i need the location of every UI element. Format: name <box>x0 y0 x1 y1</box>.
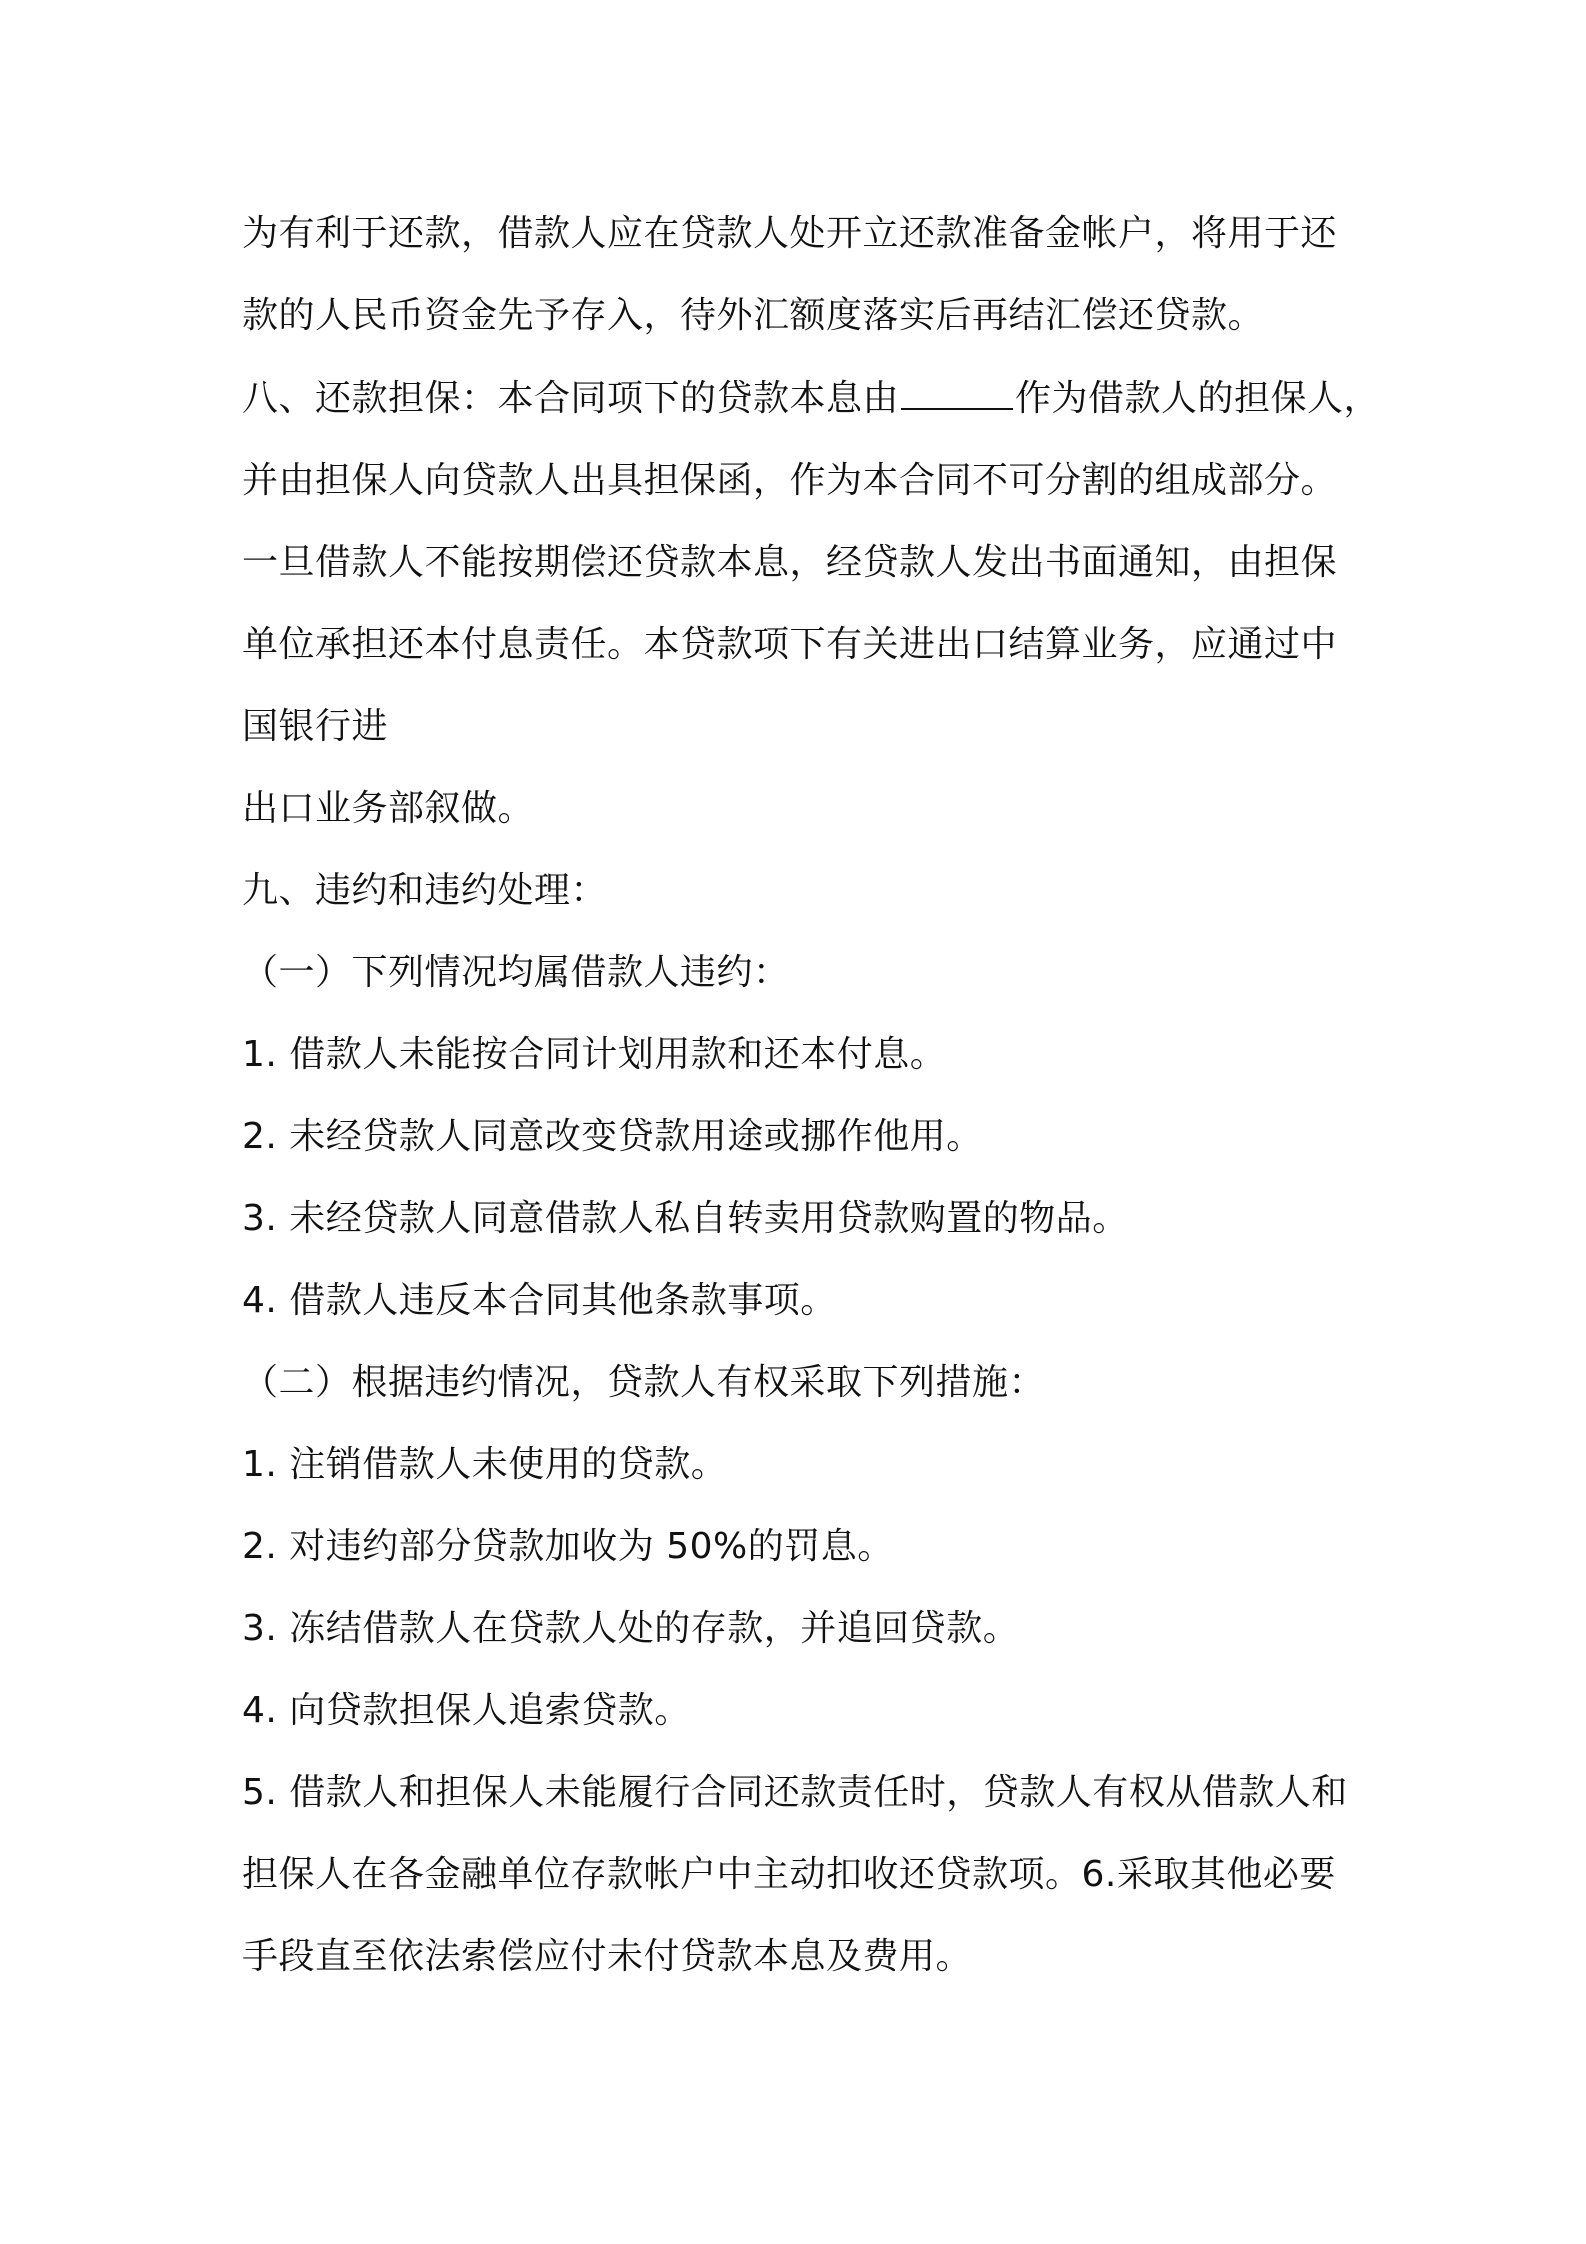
subsection-heading: （二）根据违约情况，贷款人有权采取下列措施： <box>242 1362 1046 1403</box>
list-item: 2. 对违约部分贷款加收为 50%的罚息。 <box>242 1526 894 1567</box>
paragraph-line: 出口业务部叙做。 <box>242 788 535 829</box>
list-item: 3. 冻结借款人在贷款人处的存款，并追回贷款。 <box>242 1608 1020 1649</box>
section-eight-text: 八、还款担保：本合同项下的贷款本息由 <box>242 378 900 419</box>
list-item: 1. 借款人未能按合同计划用款和还本付息。 <box>242 1034 947 1075</box>
list-item: 4. 借款人违反本合同其他条款事项。 <box>242 1280 837 1321</box>
paragraph-line: 国银行进 <box>242 706 389 747</box>
list-item: 4. 向贷款担保人追索贷款。 <box>242 1690 691 1731</box>
section-eight-line <box>242 377 1381 421</box>
list-item: 5. 借款人和担保人未能履行合同还款责任时，贷款人有权从借款人和 <box>242 1772 1348 1813</box>
list-item: 3. 未经贷款人同意借款人私自转卖用贷款购置的物品。 <box>242 1198 1129 1239</box>
paragraph-line: 担保人在各金融单位存款帐户中主动扣收还贷款项。6.采取其他必要 <box>242 1854 1336 1895</box>
paragraph-line: 一旦借款人不能按期偿还贷款本息，经贷款人发出书面通知，由担保 <box>242 542 1338 583</box>
paragraph-line: 并由担保人向贷款人出具担保函，作为本合同不可分割的组成部分。 <box>242 460 1338 501</box>
section-nine-heading: 九、违约和违约处理： <box>242 870 608 911</box>
section-eight-text-cont: 作为借款人的担保人， <box>1015 378 1381 419</box>
paragraph-line: 为有利于还款，借款人应在贷款人处开立还款准备金帐户，将用于还 <box>242 213 1338 254</box>
guarantor-blank <box>901 378 1013 410</box>
list-item: 1. 注销借款人未使用的贷款。 <box>242 1444 728 1485</box>
paragraph-line: 款的人民币资金先予存入，待外汇额度落实后再结汇偿还贷款。 <box>242 295 1265 336</box>
paragraph-line: 单位承担还本付息责任。本贷款项下有关进出口结算业务，应通过中 <box>242 624 1338 665</box>
paragraph-line: 手段直至依法索偿应付未付贷款本息及费用。 <box>242 1936 973 1977</box>
list-item: 2. 未经贷款人同意改变贷款用途或挪作他用。 <box>242 1116 983 1157</box>
subsection-heading: （一）下列情况均属借款人违约： <box>242 952 790 993</box>
